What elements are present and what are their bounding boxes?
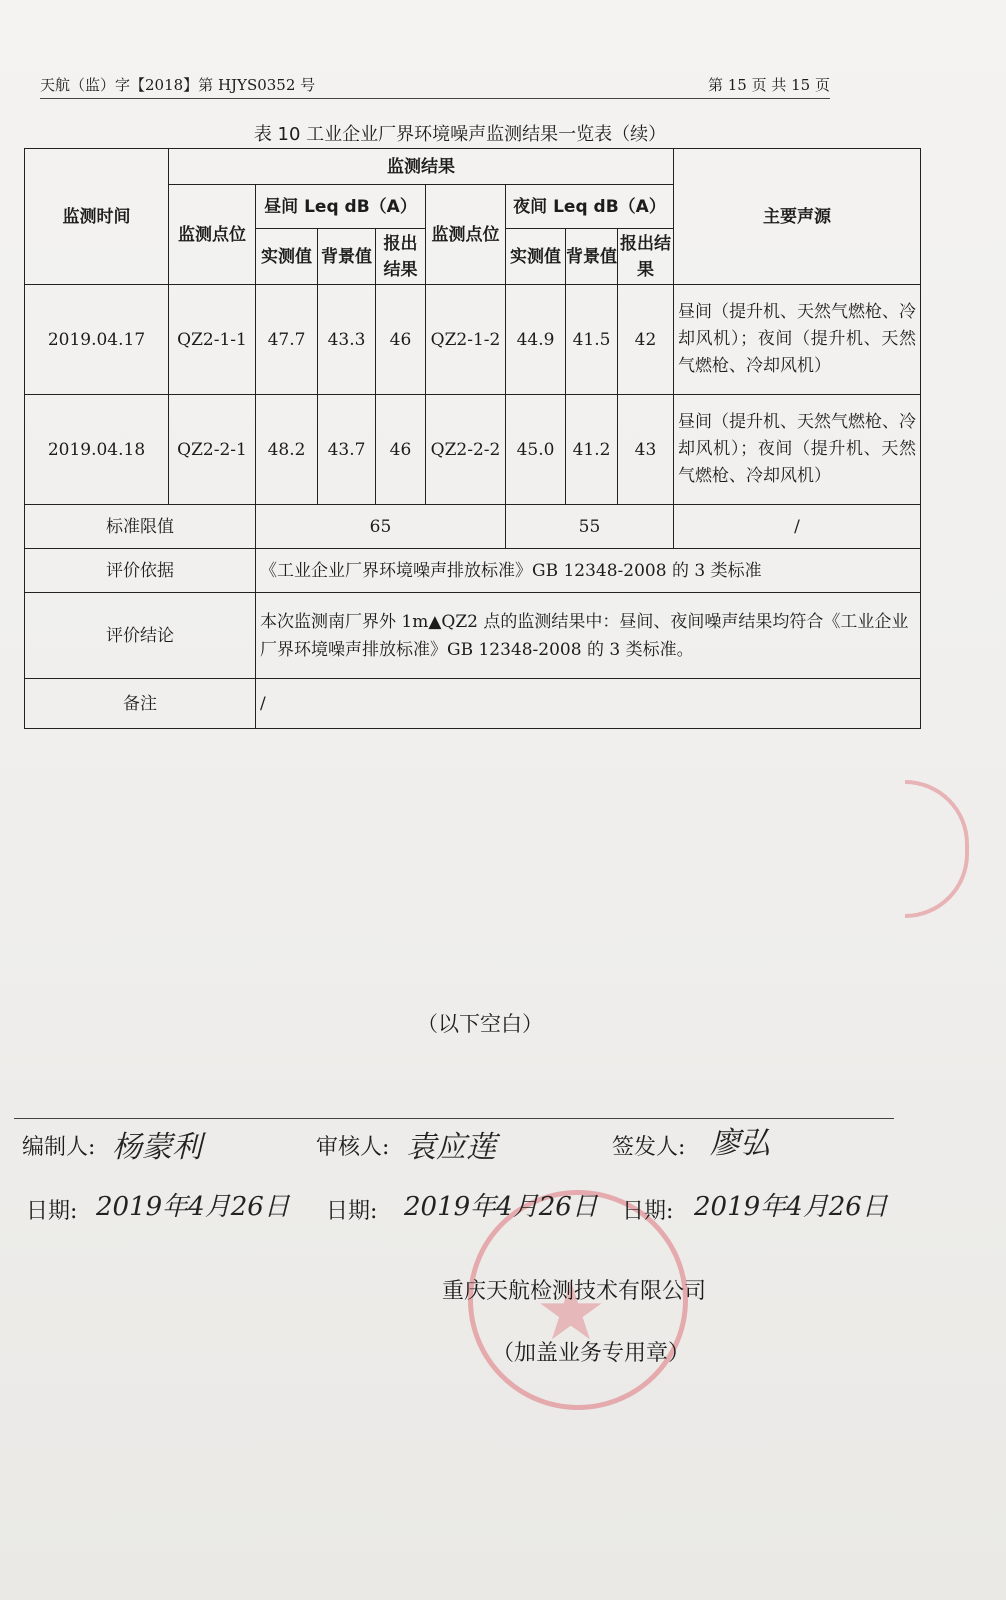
document-number: 天航（监）字【2018】第 HJYS0352 号 [40,76,316,94]
row-day-point: QZ2-2-1 [169,395,256,505]
row-night-background: 41.5 [566,285,618,395]
row-day-measured: 48.2 [256,395,318,505]
row-date: 2019.04.18 [25,395,169,505]
page-header [40,72,830,99]
basis-text: 《工业企业厂界环境噪声排放标准》GB 12348-2008 的 3 类标准 [256,549,921,593]
date-3: 2019年4月26日 [694,1192,888,1222]
row-day-report: 46 [376,395,426,505]
header-night-measured: 实测值 [506,229,566,285]
page-number: 第 15 页 共 15 页 [707,76,830,94]
reviewer-signature: 袁应莲 [406,1130,496,1165]
row-night-point: QZ2-2-2 [426,395,506,505]
date-2: 2019年4月26日 [404,1192,598,1222]
header-day-report: 报出结果 [376,229,426,285]
header-night-point: 监测点位 [426,185,506,285]
limit-day: 65 [256,505,506,549]
limit-night: 55 [506,505,674,549]
blank-below-note: （以下空白） [417,1012,543,1036]
row-day-background: 43.3 [318,285,376,395]
table-caption: 表 10 工业企业厂界环境噪声监测结果一览表（续） [253,124,667,145]
row-day-background: 43.7 [318,395,376,505]
header-monitoring-results: 监测结果 [169,149,674,185]
row-night-measured: 44.9 [506,285,566,395]
remark-text: / [256,679,921,729]
header-night-leq: 夜间 Leq dB（A） [506,185,674,229]
issuer-signature: 廖弘 [710,1126,770,1161]
table-row [25,285,921,395]
conclusion-text: 本次监测南厂界外 1m▲QZ2 点的监测结果中：昼间、夜间噪声结果均符合《工业企业厂界环境噪声排放标准》GB 12348-2008 的 3 类标准。 [256,593,921,679]
header-monitoring-time: 监测时间 [25,149,169,285]
compiler-label: 编制人: [22,1135,96,1160]
basis-label: 评价依据 [25,549,256,593]
row-night-measured: 45.0 [506,395,566,505]
noise-results-table [24,148,921,729]
date-label-2: 日期: [326,1199,378,1224]
row-main-source: 昼间（提升机、天然气燃枪、冷却风机）；夜间（提升机、天然气燃枪、冷却风机） [674,395,921,505]
remark-label: 备注 [25,679,256,729]
row-night-background: 41.2 [566,395,618,505]
date-label-1: 日期: [26,1199,78,1224]
header-night-background: 背景值 [566,229,618,285]
row-night-report: 42 [618,285,674,395]
limit-source: / [674,505,921,549]
header-day-point: 监测点位 [169,185,256,285]
row-night-point: QZ2-1-2 [426,285,506,395]
conclusion-label: 评价结论 [25,593,256,679]
header-night-report: 报出结果 [618,229,674,285]
header-day-background: 背景值 [318,229,376,285]
limit-label: 标准限值 [25,505,256,549]
header-main-source: 主要声源 [674,149,921,285]
row-main-source: 昼间（提升机、天然气燃枪、冷却风机）；夜间（提升机、天然气燃枪、冷却风机） [674,285,921,395]
partial-seal-mark [905,780,969,918]
row-day-point: QZ2-1-1 [169,285,256,395]
seal-star-icon: ★ [535,1265,607,1358]
table-row [25,395,921,505]
reviewer-label: 审核人: [316,1135,390,1160]
row-day-report: 46 [376,285,426,395]
row-day-measured: 47.7 [256,285,318,395]
compiler-signature: 杨蒙利 [112,1130,202,1165]
row-night-report: 43 [618,395,674,505]
issuer-label: 签发人: [612,1135,686,1160]
seal-note: （加盖业务专用章） [492,1341,691,1366]
company-name: 重庆天航检测技术有限公司 [442,1279,707,1304]
row-date: 2019.04.17 [25,285,169,395]
date-1: 2019年4月26日 [96,1192,290,1222]
header-day-leq: 昼间 Leq dB（A） [256,185,426,229]
header-day-measured: 实测值 [256,229,318,285]
date-label-3: 日期: [622,1199,674,1224]
